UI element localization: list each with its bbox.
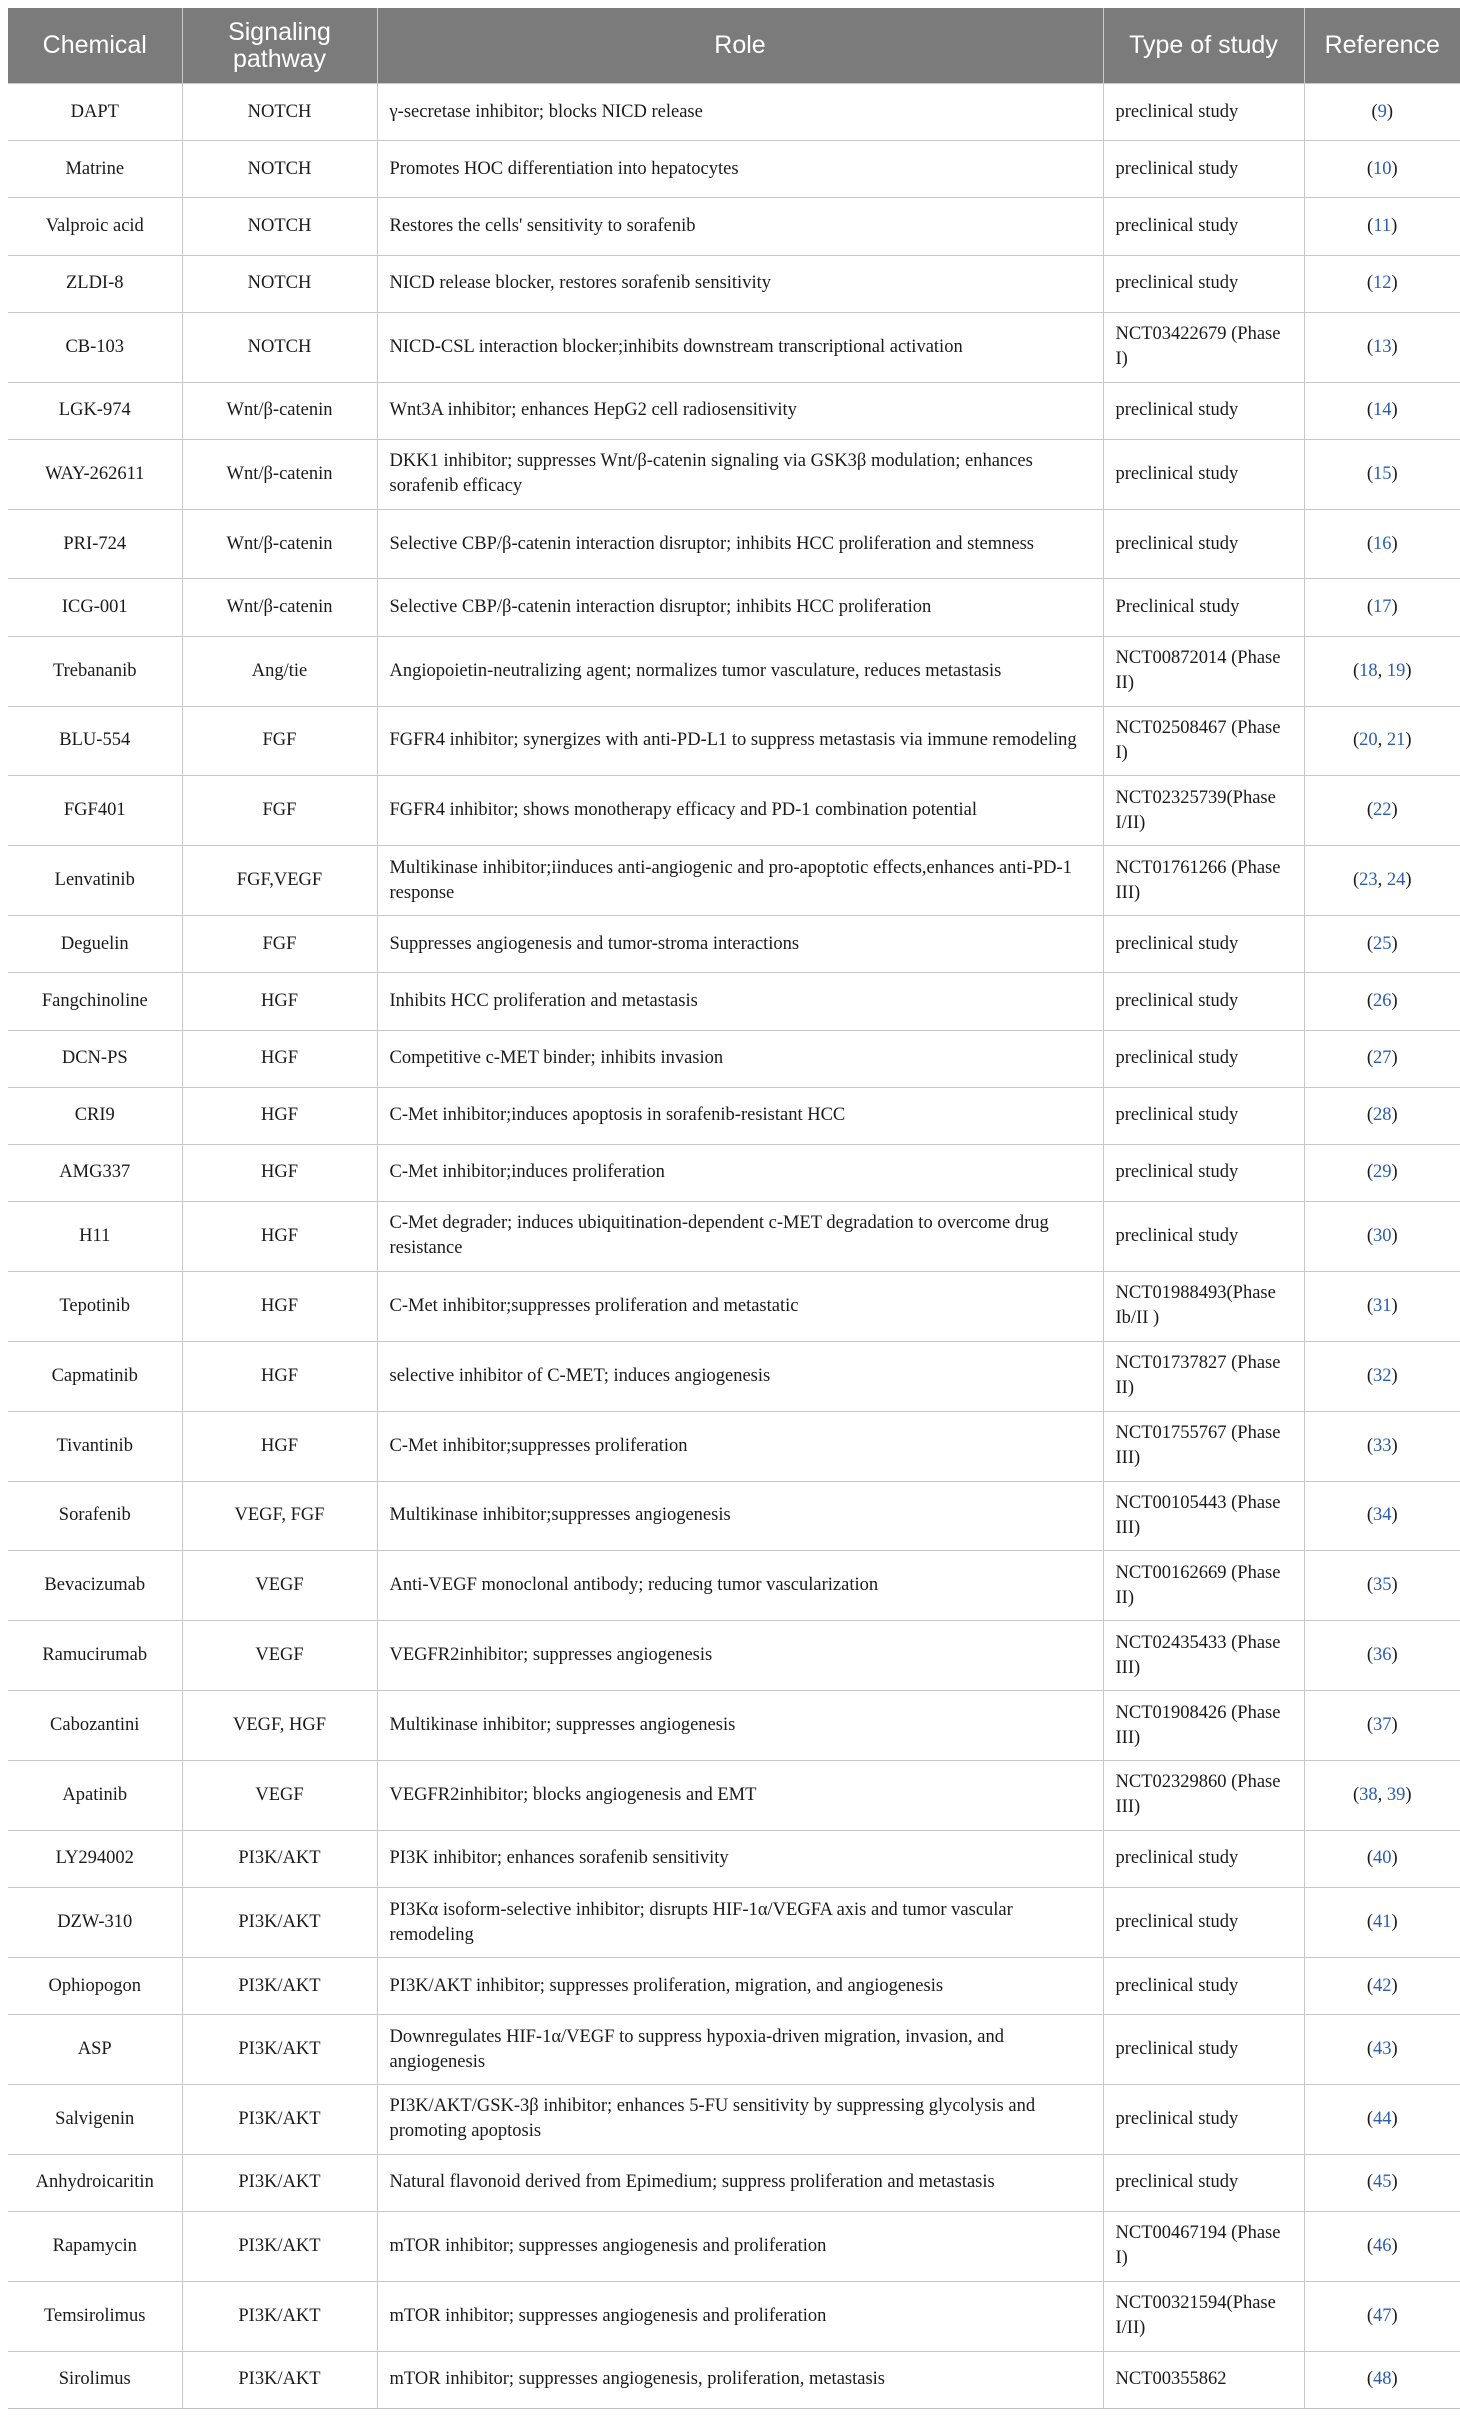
table-row	[8, 1621, 1460, 1691]
role-cell: Multikinase inhibitor;iinduces anti-angiogenic and pro-apoptotic effects,enhances anti-PD-1 response	[377, 846, 1103, 916]
pathway-cell: VEGF	[182, 1621, 377, 1691]
study-cell: NCT01737827 (Phase II)	[1103, 1341, 1304, 1411]
reference-cell: (9)	[1304, 84, 1460, 141]
reference-cell: (37)	[1304, 1691, 1460, 1761]
table-row	[8, 2212, 1460, 2282]
reference-cell: (26)	[1304, 973, 1460, 1030]
reference-link[interactable]: 22	[1373, 800, 1392, 821]
header-row	[8, 8, 1460, 84]
pathway-cell: Ang/tie	[182, 636, 377, 706]
reference-cell: (13)	[1304, 312, 1460, 382]
role-cell: Anti-VEGF monoclonal antibody; reducing tumor vascularization	[377, 1551, 1103, 1621]
study-cell: preclinical study	[1103, 1030, 1304, 1087]
study-cell: Preclinical study	[1103, 579, 1304, 636]
role-cell: Angiopoietin-neutralizing agent; normalizes tumor vasculature, reduces metastasis	[377, 636, 1103, 706]
role-cell: Promotes HOC differentiation into hepatocytes	[377, 141, 1103, 198]
reference-link[interactable]: 41	[1373, 1912, 1392, 1932]
reference-cell: (46)	[1304, 2212, 1460, 2282]
study-cell: preclinical study	[1103, 255, 1304, 312]
pathway-cell: PI3K/AKT	[182, 1830, 377, 1887]
chemical-cell: Apatinib	[8, 1761, 182, 1831]
chemical-cell: LY294002	[8, 1830, 182, 1887]
reference-cell: (40)	[1304, 1830, 1460, 1887]
role-cell: C-Met degrader; induces ubiquitination-dependent c-MET degradation to overcome drug resistance	[377, 1202, 1103, 1272]
reference-cell: (25)	[1304, 916, 1460, 973]
reference-link[interactable]: 19	[1386, 660, 1406, 681]
pathway-cell: HGF	[182, 973, 377, 1030]
reference-link[interactable]: 9	[1377, 101, 1387, 122]
reference-link[interactable]: 34	[1373, 1505, 1392, 1526]
table-row	[8, 706, 1460, 776]
reference-link[interactable]: 35	[1373, 1575, 1392, 1596]
table-row	[8, 312, 1460, 382]
pathway-cell: FGF	[182, 916, 377, 973]
role-cell: PI3Kα isoform-selective inhibitor; disrupts HIF-1α/VEGFA axis and tumor vascular remodeling	[377, 1888, 1103, 1958]
reference-cell: (42)	[1304, 1957, 1460, 2014]
reference-cell: (20, 21)	[1304, 706, 1460, 776]
reference-link[interactable]: 48	[1373, 2369, 1392, 2390]
study-cell: NCT00321594(Phase I/II)	[1103, 2281, 1304, 2351]
pathway-cell: Wnt/β-catenin	[182, 382, 377, 439]
pathway-cell: HGF	[182, 1341, 377, 1411]
role-cell: γ-secretase inhibitor; blocks NICD release	[377, 84, 1103, 141]
chemical-cell: Temsirolimus	[8, 2281, 182, 2351]
header-role: Role	[377, 8, 1103, 84]
chemical-cell: LGK-974	[8, 382, 182, 439]
chemical-cell: AMG337	[8, 1144, 182, 1201]
chemical-cell: Capmatinib	[8, 1341, 182, 1411]
study-cell: preclinical study	[1103, 198, 1304, 255]
role-cell: Competitive c-MET binder; inhibits invasion	[377, 1030, 1103, 1087]
reference-link[interactable]: 11	[1373, 215, 1392, 236]
role-cell: Restores the cells' sensitivity to sorafenib	[377, 198, 1103, 255]
header-reference: Reference	[1304, 8, 1460, 84]
chemical-cell: Cabozantini	[8, 1691, 182, 1761]
reference-link[interactable]: 47	[1373, 2305, 1392, 2326]
study-cell: NCT01761266 (Phase III)	[1103, 846, 1304, 916]
study-cell: preclinical study	[1103, 1202, 1304, 1272]
reference-cell: (16)	[1304, 509, 1460, 579]
table-row	[8, 382, 1460, 439]
reference-link[interactable]: 44	[1373, 2108, 1392, 2129]
table-row	[8, 1271, 1460, 1341]
reference-link[interactable]: 26	[1373, 990, 1392, 1011]
chemical-cell: Salvigenin	[8, 2084, 182, 2154]
study-cell: preclinical study	[1103, 1888, 1304, 1958]
study-cell: NCT00467194 (Phase I)	[1103, 2212, 1304, 2282]
chemical-cell: Lenvatinib	[8, 846, 182, 916]
chemical-cell: DZW-310	[8, 1888, 182, 1958]
role-cell: C-Met inhibitor;suppresses proliferation	[377, 1411, 1103, 1481]
reference-cell: (27)	[1304, 1030, 1460, 1087]
role-cell: NICD release blocker, restores sorafenib sensitivity	[377, 255, 1103, 312]
study-cell: NCT02325739(Phase I/II)	[1103, 776, 1304, 846]
table-row	[8, 509, 1460, 579]
study-cell: preclinical study	[1103, 1957, 1304, 2014]
table-row	[8, 776, 1460, 846]
reference-link[interactable]: 16	[1373, 533, 1392, 554]
pathway-cell: NOTCH	[182, 84, 377, 141]
pathway-cell: HGF	[182, 1411, 377, 1481]
table-row	[8, 1341, 1460, 1411]
role-cell: Multikinase inhibitor;suppresses angiogenesis	[377, 1481, 1103, 1551]
reference-link[interactable]: 18	[1359, 660, 1378, 681]
pathway-cell: Wnt/β-catenin	[182, 439, 377, 509]
reference-link[interactable]: 36	[1373, 1645, 1392, 1666]
header-signaling-pathway: Signaling pathway	[182, 8, 377, 84]
study-cell: preclinical study	[1103, 2015, 1304, 2085]
pathway-cell: PI3K/AKT	[182, 2281, 377, 2351]
pathway-cell: VEGF	[182, 1551, 377, 1621]
pathway-cell: FGF	[182, 776, 377, 846]
study-cell: NCT00355862	[1103, 2351, 1304, 2408]
pathway-cell: VEGF, FGF	[182, 1481, 377, 1551]
pathway-cell: NOTCH	[182, 198, 377, 255]
study-cell: preclinical study	[1103, 2084, 1304, 2154]
table-row	[8, 2281, 1460, 2351]
pathway-cell: PI3K/AKT	[182, 1888, 377, 1958]
study-cell: preclinical study	[1103, 509, 1304, 579]
study-cell: preclinical study	[1103, 1144, 1304, 1201]
study-cell: NCT01988493(Phase Ib/II )	[1103, 1271, 1304, 1341]
pathway-cell: VEGF	[182, 1761, 377, 1831]
role-cell: C-Met inhibitor;suppresses proliferation and metastatic	[377, 1271, 1103, 1341]
reference-link[interactable]: 33	[1373, 1435, 1392, 1456]
chemical-cell: BLU-554	[8, 706, 182, 776]
reference-link[interactable]: 38	[1359, 1784, 1378, 1805]
chemical-cell: Rapamycin	[8, 2212, 182, 2282]
table-row	[8, 1957, 1460, 2014]
reference-link[interactable]: 20	[1359, 730, 1378, 751]
table-row	[8, 1202, 1460, 1272]
role-cell: C-Met inhibitor;induces proliferation	[377, 1144, 1103, 1201]
pathway-cell: PI3K/AKT	[182, 2084, 377, 2154]
chemical-cell: FGF401	[8, 776, 182, 846]
role-cell: DKK1 inhibitor; suppresses Wnt/β-catenin signaling via GSK3β modulation; enhances sorafenib efficacy	[377, 439, 1103, 509]
role-cell: VEGFR2inhibitor; blocks angiogenesis and EMT	[377, 1761, 1103, 1831]
role-cell: PI3K/AKT inhibitor; suppresses proliferation, migration, and angiogenesis	[377, 1957, 1103, 2014]
reference-link[interactable]: 17	[1373, 597, 1392, 618]
table-row	[8, 141, 1460, 198]
reference-cell: (33)	[1304, 1411, 1460, 1481]
study-cell: preclinical study	[1103, 1087, 1304, 1144]
reference-cell: (14)	[1304, 382, 1460, 439]
pathway-cell: Wnt/β-catenin	[182, 579, 377, 636]
chemical-cell: Anhydroicaritin	[8, 2154, 182, 2211]
chemical-cell: DCN-PS	[8, 1030, 182, 1087]
pathway-cell: HGF	[182, 1271, 377, 1341]
reference-link[interactable]: 27	[1373, 1048, 1392, 1069]
reference-link[interactable]: 42	[1373, 1975, 1392, 1996]
table-row	[8, 2351, 1460, 2408]
chemical-cell: Tepotinib	[8, 1271, 182, 1341]
role-cell: Inhibits HCC proliferation and metastasis	[377, 973, 1103, 1030]
role-cell: mTOR inhibitor; suppresses angiogenesis, proliferation, metastasis	[377, 2351, 1103, 2408]
chemical-cell: ZLDI-8	[8, 255, 182, 312]
table-row	[8, 1761, 1460, 1831]
role-cell: C-Met inhibitor;induces apoptosis in sorafenib-resistant HCC	[377, 1087, 1103, 1144]
reference-cell: (30)	[1304, 1202, 1460, 1272]
chemical-cell: H11	[8, 1202, 182, 1272]
pathway-cell: HGF	[182, 1202, 377, 1272]
table-row	[8, 1830, 1460, 1887]
table-row	[8, 1087, 1460, 1144]
chemical-cell: Ramucirumab	[8, 1621, 182, 1691]
reference-link[interactable]: 29	[1373, 1162, 1392, 1183]
table-row	[8, 198, 1460, 255]
reference-link[interactable]: 32	[1373, 1365, 1392, 1386]
role-cell: Suppresses angiogenesis and tumor-stroma interactions	[377, 916, 1103, 973]
reference-cell: (12)	[1304, 255, 1460, 312]
study-cell: preclinical study	[1103, 2154, 1304, 2211]
reference-cell: (28)	[1304, 1087, 1460, 1144]
reference-cell: (10)	[1304, 141, 1460, 198]
table-row	[8, 439, 1460, 509]
reference-cell: (17)	[1304, 579, 1460, 636]
role-cell: FGFR4 inhibitor; shows monotherapy efficacy and PD-1 combination potential	[377, 776, 1103, 846]
role-cell: Downregulates HIF-1α/VEGF to suppress hypoxia-driven migration, invasion, and angiogenesis	[377, 2015, 1103, 2085]
study-cell: NCT00162669 (Phase II)	[1103, 1551, 1304, 1621]
table-row	[8, 1411, 1460, 1481]
role-cell: PI3K/AKT/GSK-3β inhibitor; enhances 5-FU sensitivity by suppressing glycolysis and promoting apoptosis	[377, 2084, 1103, 2154]
chemical-cell: Ophiopogon	[8, 1957, 182, 2014]
reference-link[interactable]: 45	[1373, 2172, 1392, 2193]
table-row	[8, 255, 1460, 312]
reference-link[interactable]: 14	[1373, 400, 1392, 421]
chemical-cell: Bevacizumab	[8, 1551, 182, 1621]
role-cell: Selective CBP/β-catenin interaction disruptor; inhibits HCC proliferation	[377, 579, 1103, 636]
table-row	[8, 1888, 1460, 1958]
role-cell: selective inhibitor of C-MET; induces angiogenesis	[377, 1341, 1103, 1411]
pathway-cell: PI3K/AKT	[182, 1957, 377, 2014]
chemical-cell: WAY-262611	[8, 439, 182, 509]
reference-cell: (32)	[1304, 1341, 1460, 1411]
study-cell: NCT02508467 (Phase I)	[1103, 706, 1304, 776]
chemical-cell: CRI9	[8, 1087, 182, 1144]
table-row	[8, 1144, 1460, 1201]
pathway-cell: FGF,VEGF	[182, 846, 377, 916]
table-row	[8, 1551, 1460, 1621]
reference-link[interactable]: 39	[1386, 1784, 1406, 1805]
reference-link[interactable]: 31	[1373, 1295, 1392, 1316]
study-cell: NCT01908426 (Phase III)	[1103, 1691, 1304, 1761]
pathway-cell: NOTCH	[182, 141, 377, 198]
study-cell: preclinical study	[1103, 141, 1304, 198]
reference-cell: (41)	[1304, 1888, 1460, 1958]
pathway-cell: PI3K/AKT	[182, 2015, 377, 2085]
role-cell: FGFR4 inhibitor; synergizes with anti-PD-L1 to suppress metastasis via immune remodeling	[377, 706, 1103, 776]
role-cell: Wnt3A inhibitor; enhances HepG2 cell radiosensitivity	[377, 382, 1103, 439]
study-cell: preclinical study	[1103, 916, 1304, 973]
reference-link[interactable]: 10	[1373, 158, 1392, 179]
table-row	[8, 2084, 1460, 2154]
reference-cell: (43)	[1304, 2015, 1460, 2085]
reference-cell: (47)	[1304, 2281, 1460, 2351]
reference-cell: (36)	[1304, 1621, 1460, 1691]
reference-cell: (35)	[1304, 1551, 1460, 1621]
reference-link[interactable]: 28	[1373, 1105, 1392, 1126]
study-cell: preclinical study	[1103, 973, 1304, 1030]
pathway-cell: PI3K/AKT	[182, 2154, 377, 2211]
role-cell: Multikinase inhibitor; suppresses angiogenesis	[377, 1691, 1103, 1761]
reference-link[interactable]: 25	[1373, 933, 1392, 954]
reference-link[interactable]: 13	[1373, 336, 1392, 357]
study-cell: NCT00105443 (Phase III)	[1103, 1481, 1304, 1551]
table-row	[8, 1030, 1460, 1087]
reference-cell: (18, 19)	[1304, 636, 1460, 706]
reference-cell: (23, 24)	[1304, 846, 1460, 916]
header-type-of-study: Type of study	[1103, 8, 1304, 84]
pathway-cell: Wnt/β-catenin	[182, 509, 377, 579]
chemical-cell: Trebananib	[8, 636, 182, 706]
table-row	[8, 1691, 1460, 1761]
pathway-cell: NOTCH	[182, 255, 377, 312]
role-cell: mTOR inhibitor; suppresses angiogenesis and proliferation	[377, 2212, 1103, 2282]
role-cell: VEGFR2inhibitor; suppresses angiogenesis	[377, 1621, 1103, 1691]
chemical-cell: CB-103	[8, 312, 182, 382]
pathway-cell: FGF	[182, 706, 377, 776]
study-cell: preclinical study	[1103, 439, 1304, 509]
chemical-cell: DAPT	[8, 84, 182, 141]
role-cell: PI3K inhibitor; enhances sorafenib sensitivity	[377, 1830, 1103, 1887]
role-cell: mTOR inhibitor; suppresses angiogenesis and proliferation	[377, 2281, 1103, 2351]
study-cell: NCT01755767 (Phase III)	[1103, 1411, 1304, 1481]
study-cell: NCT03422679 (Phase I)	[1103, 312, 1304, 382]
study-cell: NCT02329860 (Phase III)	[1103, 1761, 1304, 1831]
table-row	[8, 846, 1460, 916]
chemical-cell: ASP	[8, 2015, 182, 2085]
chemical-cell: Fangchinoline	[8, 973, 182, 1030]
reference-link[interactable]: 46	[1373, 2235, 1392, 2256]
study-cell: preclinical study	[1103, 1830, 1304, 1887]
table-row	[8, 1481, 1460, 1551]
reference-cell: (29)	[1304, 1144, 1460, 1201]
reference-link[interactable]: 37	[1373, 1715, 1392, 1736]
pathway-cell: NOTCH	[182, 312, 377, 382]
chemical-cell: Sirolimus	[8, 2351, 182, 2408]
study-cell: NCT02435433 (Phase III)	[1103, 1621, 1304, 1691]
reference-cell: (38, 39)	[1304, 1761, 1460, 1831]
table-row	[8, 636, 1460, 706]
chemical-cell: Deguelin	[8, 916, 182, 973]
pathway-cell: HGF	[182, 1087, 377, 1144]
role-cell: Natural flavonoid derived from Epimedium; suppress proliferation and metastasis	[377, 2154, 1103, 2211]
role-cell: NICD-CSL interaction blocker;inhibits downstream transcriptional activation	[377, 312, 1103, 382]
reference-cell: (34)	[1304, 1481, 1460, 1551]
table-row	[8, 2154, 1460, 2211]
chemical-cell: ICG-001	[8, 579, 182, 636]
pathway-cell: PI3K/AKT	[182, 2212, 377, 2282]
study-cell: preclinical study	[1103, 84, 1304, 141]
pathway-cell: HGF	[182, 1030, 377, 1087]
reference-link[interactable]: 40	[1373, 1848, 1392, 1869]
chemical-cell: PRI-724	[8, 509, 182, 579]
table-row	[8, 916, 1460, 973]
reference-cell: (31)	[1304, 1271, 1460, 1341]
pathway-cell: VEGF, HGF	[182, 1691, 377, 1761]
table-row	[8, 2015, 1460, 2085]
reference-link[interactable]: 23	[1359, 870, 1378, 891]
reference-cell: (48)	[1304, 2351, 1460, 2408]
reference-cell: (45)	[1304, 2154, 1460, 2211]
pathway-cell: HGF	[182, 1144, 377, 1201]
role-cell: Selective CBP/β-catenin interaction disruptor; inhibits HCC proliferation and stemness	[377, 509, 1103, 579]
header-chemical: Chemical	[8, 8, 182, 84]
reference-cell: (22)	[1304, 776, 1460, 846]
reference-link[interactable]: 15	[1373, 463, 1392, 484]
table-row	[8, 84, 1460, 141]
reference-link[interactable]: 12	[1373, 273, 1392, 294]
reference-cell: (44)	[1304, 2084, 1460, 2154]
reference-cell: (11)	[1304, 198, 1460, 255]
study-cell: NCT00872014 (Phase II)	[1103, 636, 1304, 706]
reference-link[interactable]: 30	[1373, 1225, 1392, 1246]
chemical-cell: Matrine	[8, 141, 182, 198]
chemical-cell: Tivantinib	[8, 1411, 182, 1481]
table-row	[8, 973, 1460, 1030]
chemical-table	[8, 8, 1460, 2409]
reference-link[interactable]: 21	[1386, 730, 1406, 751]
table-row	[8, 579, 1460, 636]
reference-link[interactable]: 24	[1386, 870, 1406, 891]
pathway-cell: PI3K/AKT	[182, 2351, 377, 2408]
reference-link[interactable]: 43	[1373, 2039, 1392, 2060]
reference-cell: (15)	[1304, 439, 1460, 509]
chemical-cell: Valproic acid	[8, 198, 182, 255]
chemical-cell: Sorafenib	[8, 1481, 182, 1551]
study-cell: preclinical study	[1103, 382, 1304, 439]
